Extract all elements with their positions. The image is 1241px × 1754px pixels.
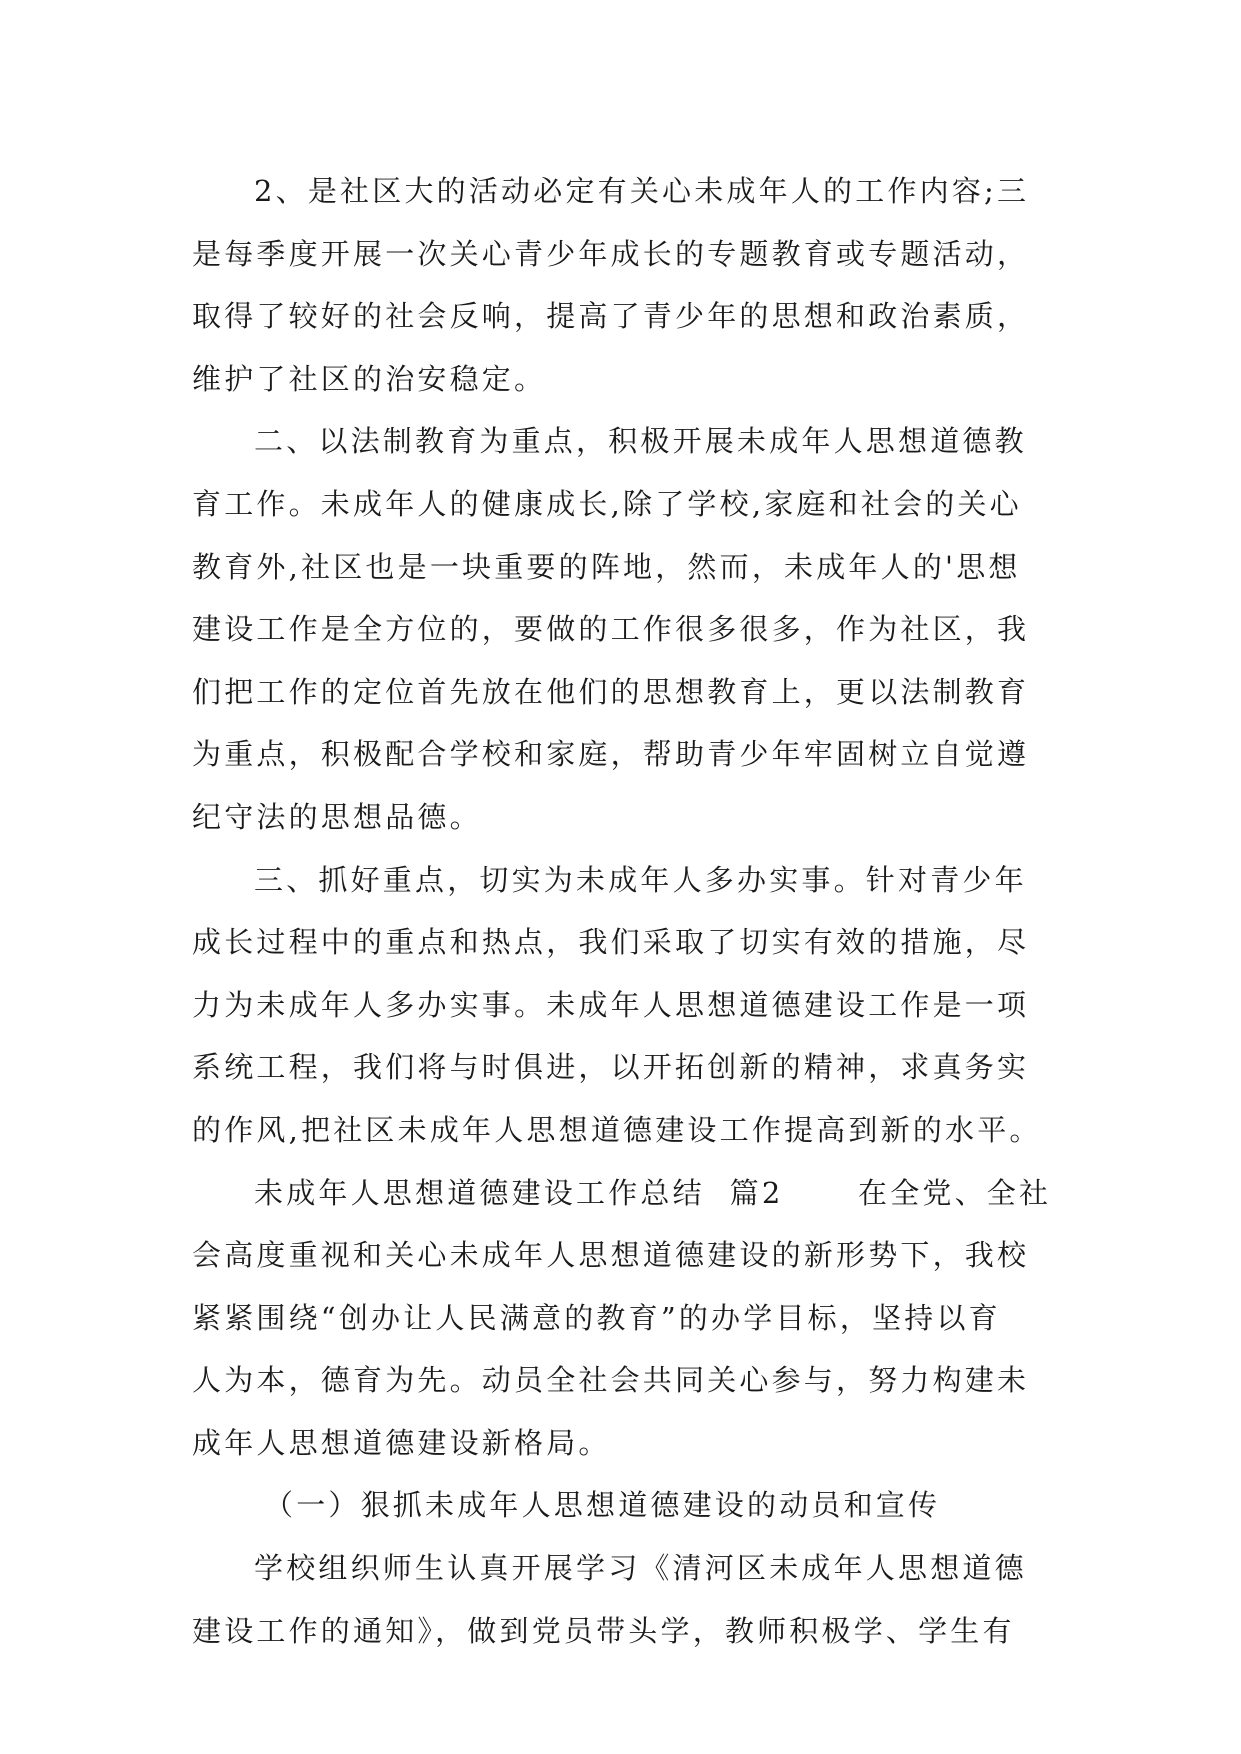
text-line: 系统工程，我们将与时俱进，以开拓创新的精神，求真务实 [192, 1050, 1030, 1085]
text-line: 成年人思想道德建设新格局。 [192, 1425, 611, 1460]
text-line: 取得了较好的社会反响，提高了青少年的思想和政治素质， [192, 299, 1030, 334]
text-line: 建设工作的通知》，做到党员带头学，教师积极学、学生有 [192, 1613, 1015, 1648]
text-line: 教育外,社区也是一块重要的阵地，然而，未成年人的'思想 [192, 549, 1021, 584]
text-line: 2、是社区大的活动必定有关心未成年人的工作内容;三 [254, 174, 1030, 208]
text-line: 纪守法的思想品德。 [192, 799, 482, 834]
section-heading-line: 未成年人思想道德建设工作总结 篇2 在全党、全社 [254, 1175, 1052, 1210]
text-line: 维护了社区的治安稳定。 [192, 361, 547, 396]
subheading-line: （一）狠抓未成年人思想道德建设的动员和宣传 [264, 1488, 941, 1523]
text-line: 成长过程中的重点和热点，我们采取了切实有效的措施，尽 [192, 925, 1030, 960]
text-line: 二、以法制教育为重点，积极开展未成年人思想道德教 [254, 424, 1027, 459]
text-line: 学校组织师生认真开展学习《清河区未成年人思想道德 [254, 1551, 1027, 1586]
text-line: 人为本，德育为先。动员全社会共同关心参与，努力构建未 [192, 1363, 1030, 1398]
text-line: 为重点，积极配合学校和家庭，帮助青少年牢固树立自觉遵 [192, 737, 1030, 772]
text-line: 们把工作的定位首先放在他们的思想教育上，更以法制教育 [192, 674, 1030, 709]
text-line: 紧紧围绕“创办让人民满意的教育”的办学目标，坚持以育 [192, 1300, 1001, 1335]
text-line: 建设工作是全方位的，要做的工作很多很多，作为社区，我 [192, 612, 1030, 647]
text-line: 会高度重视和关心未成年人思想道德建设的新形势下，我校 [192, 1238, 1030, 1273]
text-line: 是每季度开展一次关心青少年成长的专题教育或专题活动， [192, 236, 1030, 271]
text-line: 育工作。未成年人的健康成长,除了学校,家庭和社会的关心 [192, 486, 1022, 521]
text-line: 的作风,把社区未成年人思想道德建设工作提高到新的水平。 [192, 1112, 1042, 1147]
text-line: 三、抓好重点，切实为未成年人多办实事。针对青少年 [254, 862, 1027, 897]
document-body [192, 160, 1068, 1662]
text-line: 力为未成年人多办实事。未成年人思想道德建设工作是一项 [192, 987, 1030, 1022]
